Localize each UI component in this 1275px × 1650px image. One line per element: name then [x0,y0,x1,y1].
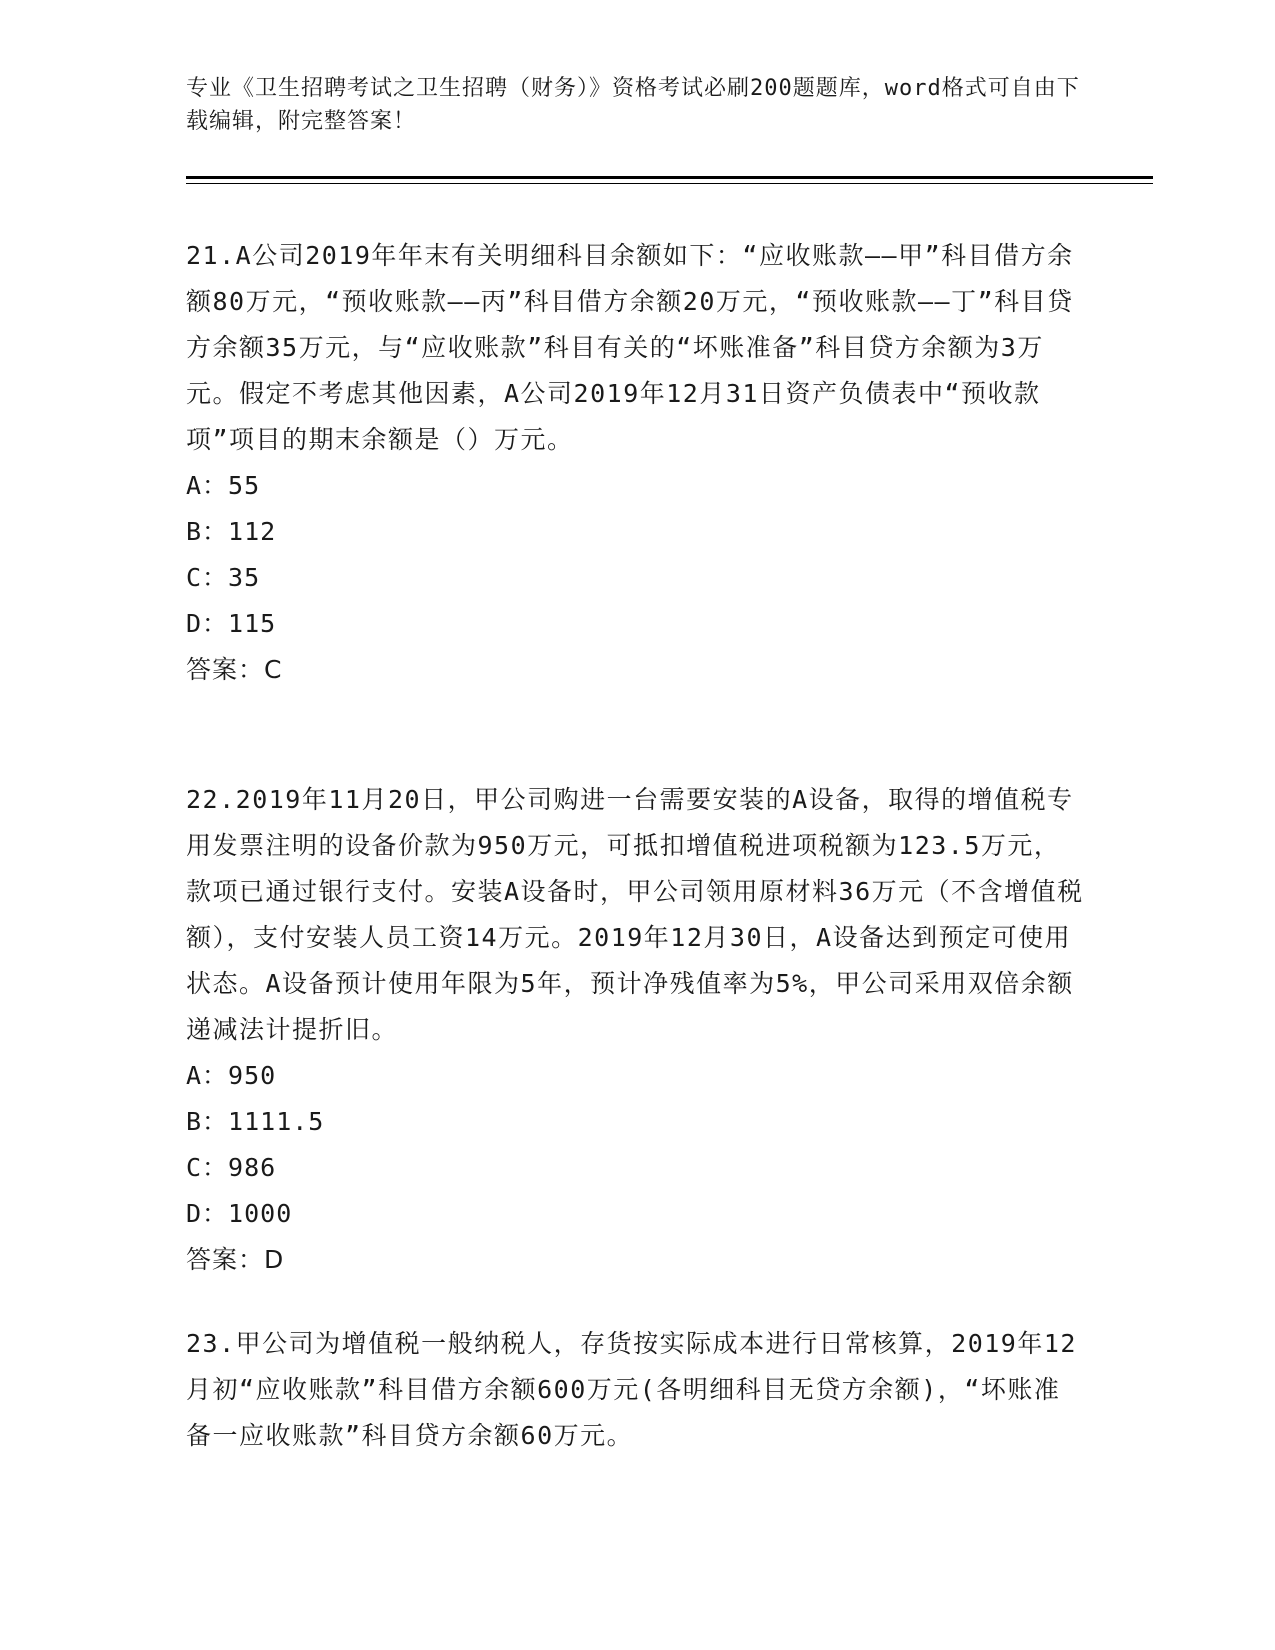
question-stem: 21.A公司2019年年末有关明细科目余额如下：“应收账款——甲”科目借方余额80万元，“预收账款——丙”科目借方余额20万元，“预收账款——丁”科目贷方余额35万元，与“应收账款”科目有关的“坏账准备”科目贷方余额为3万元。假定不考虑其他因素，A公司2019年12月31日资产负债表中“预收款项”项目的期末余额是（）万元。 [186,241,1074,454]
header-rule-thin [186,183,1153,184]
answer-line: 答案：D [186,1245,285,1274]
option-d: D：1000 [186,1199,293,1228]
question-21 [186,233,1086,693]
question-23 [186,1321,1086,1459]
question-stem: 22.2019年11月20日，甲公司购进一台需要安装的A设备，取得的增值税专用发票注明的设备价款为950万元，可抵扣增值税进项税额为123.5万元，款项已通过银行支付。安装A设备时，甲公司领用原材料36万元（不含增值税额），支付安装人员工资14万元。2019年12月30日，A设备达到预定可使用状态。A设备预计使用年限为5年，预计净残值率为5%，甲公司采用双倍余额递减法计提折旧。 [186,785,1084,1044]
header-rule-thick [186,176,1153,179]
option-b: B：112 [186,517,277,546]
option-a: A：55 [186,471,261,500]
option-d: D：115 [186,609,277,638]
option-c: C：35 [186,563,261,592]
header-title: 专业《卫生招聘考试之卫生招聘（财务）》资格考试必刷200题题库，word格式可自由下载编辑，附完整答案！ [186,76,1080,134]
question-stem: 23.甲公司为增值税一般纳税人，存货按实际成本进行日常核算，2019年12月初“应收账款”科目借方余额600万元(各明细科目无贷方余额)，“坏账准备一应收账款”科目贷方余额60万元。 [186,1329,1077,1450]
option-c: C：986 [186,1153,277,1182]
option-b: B：1111.5 [186,1107,325,1136]
question-22 [186,777,1086,1283]
document-header [186,72,1086,138]
answer-line: 答案：C [186,655,283,684]
option-a: A：950 [186,1061,277,1090]
